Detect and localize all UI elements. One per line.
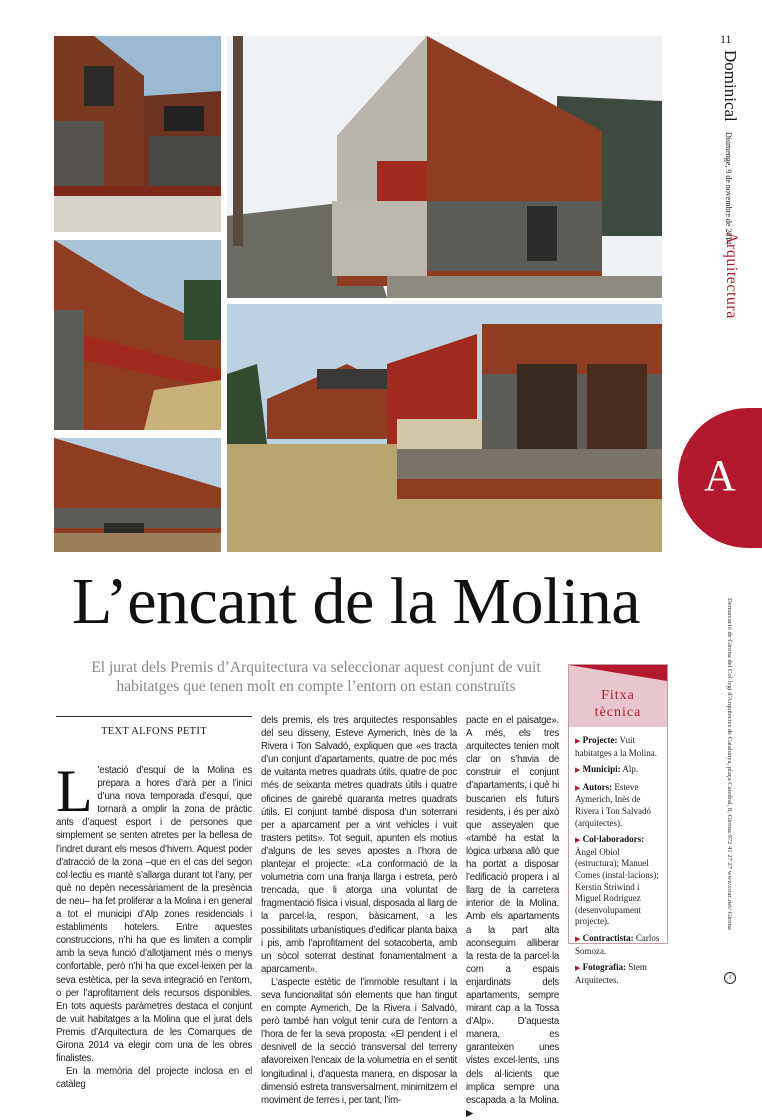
- photo-facade-stone: [54, 240, 221, 430]
- photo-house-main: [227, 36, 662, 298]
- fitxa-item: ▶ Fotografia: Stem Arquitectes.: [575, 962, 647, 985]
- paragraph: ’estació d’esquí de la Molina es prepara a hores d’arà per a l’inici d’una nova temporada d’esquí, que tornarà a omplir la zona de pràctic ants d’aquest esport i de persones que simplement se senten atretes per la bellesa de l’indret durant els mesos d’hivern. Aquest poder d’atracció de la zona –que en el cas del segon col·lectiu es mantè s’allarga durant tot l’any, per què no depèn necessàriament de la presència de neu– ha fet proliferar a la Molina i en general a tot el municipi d’Alp zones residencials i establiments hotelers. Entre aquestes construccions, n’hi ha que es limiten a complir amb la seva funció d’allotjament més o menys confortable, però n’hi ha que excel·leixen per la seva estètica, per la seva integració en l’entorn, o per l’aprofitament dels recursos disponibles. En tots aquests paràmetres destaca el conjunt de vuit habitatges a la Molina que el jurat dels Premis d’Arquitectura de les Comarques de Girona 2014 va elegir com una de les obres finalistes.: [56, 765, 252, 1065]
- fitxa-tecnica-box: [568, 664, 668, 985]
- byline: TEXT ALFONS PETIT: [56, 716, 252, 737]
- fitxa-header: [569, 665, 667, 727]
- section-name: Arquitectura: [723, 232, 740, 319]
- info-icon: i: [724, 972, 736, 984]
- photo-houses-meadow: [227, 304, 662, 552]
- fitxa-item: ▶ Municipi: Alp.: [575, 764, 639, 775]
- paragraph: L’aspecte estètic de l’immoble resultant i la seva funcionalitat són elements que han tingut en compte Aymerich, De la Rivera i Salvadó, però també han volgut tenir cura de l’entorn a l’hora de fer la seva proposta: «El pendent i el desnivell de la secció transversal del terreny afavoreixen l’encaix de la volumetria en el sentit longitudinal i, d’aquesta manera, en disposar la dimensió estreta transversalment, minimitzem el moviment de terres i, per tant, l’im-: [261, 976, 457, 1106]
- issue-date: Diumenge, 9 de novembre de 2014: [724, 132, 733, 245]
- publisher-credit: Demarcació de Girona del Col·legi d'Arquitectes de Catalunya, plaça Catedral, 8, Girona 972 41 27 27 www.coac.net/ Girona: [726, 598, 733, 930]
- page-sidebar: [700, 0, 762, 1024]
- article-deck: El jurat dels Premis d’Arquitectura va seleccionar aquest conjunt de vuit habitatges que tenen molt en compte l’entorn on estan construïts: [91, 659, 541, 695]
- paragraph: pacte en el paisatge». A més, els tres arquitectes tenien molt clar on s’havia de construir el conjunt d’apartaments, i què hi buscarien els futurs residents, i és per això que asseyalen que «també ha estat la lògica urbana allò que ha portat a disposar l’edificació propera i al llarg de la carretera interior de la Molina. Amb els apartaments a la part alta aconseguim alliberar la resta de la parcel·la com a espais enjardinats dels apartaments, sempre mirant cap a la Tossa d’Alp». D’aquesta manera, es garanteixen unes vistes excel·lents, uns dels al·licients que implica sempre una escapada a la Molina. ▶: [466, 715, 559, 1119]
- page-number: 11: [720, 32, 732, 46]
- triangle-icon: ▶: [575, 783, 581, 792]
- photo-houses-bottom-left: [54, 438, 221, 552]
- column-2: [261, 714, 457, 1107]
- newspaper-name: Dominical: [721, 50, 740, 122]
- fitxa-title: Fitxa tècnica: [594, 688, 642, 720]
- fitxa-item: ▶ Col·laboradors: Àngel Obiol (estructura); Manuel Comes (instal·lacions); Kerstin Striwind i Miguel Rodríguez (desenvolupament projecte).: [575, 834, 659, 927]
- photo-houses-top-left: [54, 36, 221, 232]
- triangle-icon: ▶: [575, 737, 581, 745]
- article-title: L’encant de la Molina: [71, 565, 641, 638]
- fitxa-item: ▶ Contractista: Carlos Somoza.: [575, 932, 660, 956]
- paragraph: dels premis, els tres arquitectes responsables del seu disseny, Esteve Aymerich, Inès de la Rivera i Ton Salvadó, expliquen que «es tracta d’un conjunt d’apartaments, quatre de poc més de vuitanta metres quadrats útils, quatre de poc més de seixanta metres quadrats útils i quatre oficines de gairebé quaranta metres quadrats útils. El conjunt també disposa d’un soterrani per a aparcament per a vint vehicles i vuit trasters petits». Tot seguit, apunten els motius d’alguns de les seves apostes a l’hora de plantejar el projecte: «La conformació de la volumetria com una franja llarga i estreta, però trencada, que li atorga una voluntat de fragmentació física i visual, disposada al llarg de la parcel·la, respon, bàsicament, a les possibilitats urbanístiques d’edificar planta baixa i pis, amb l’aprofitament del sotacoberta, amb un sòcol soterrat destinat fonamentalment a aparcament».: [261, 715, 457, 975]
- column-1: [56, 758, 252, 1091]
- section-badge: [678, 408, 762, 548]
- fitxa-item: ▶ Autors: Esteve Aymerich, Inès de Rivera i Ton Salvadó (arquitectes).: [575, 781, 651, 828]
- fitxa-item: ▶ Projecte: Vuit habitatges a la Molina.: [575, 735, 657, 758]
- triangle-icon: ▶: [575, 836, 581, 845]
- paragraph: En la memòria del projecte inclosa en el catàleg: [56, 1066, 252, 1091]
- triangle-icon: ▶: [575, 964, 581, 973]
- drop-cap: L: [56, 758, 93, 824]
- section-badge-letter: A: [704, 451, 736, 500]
- column-3: [466, 714, 559, 1120]
- triangle-icon: ▶: [575, 766, 581, 775]
- triangle-icon: ▶: [575, 934, 581, 943]
